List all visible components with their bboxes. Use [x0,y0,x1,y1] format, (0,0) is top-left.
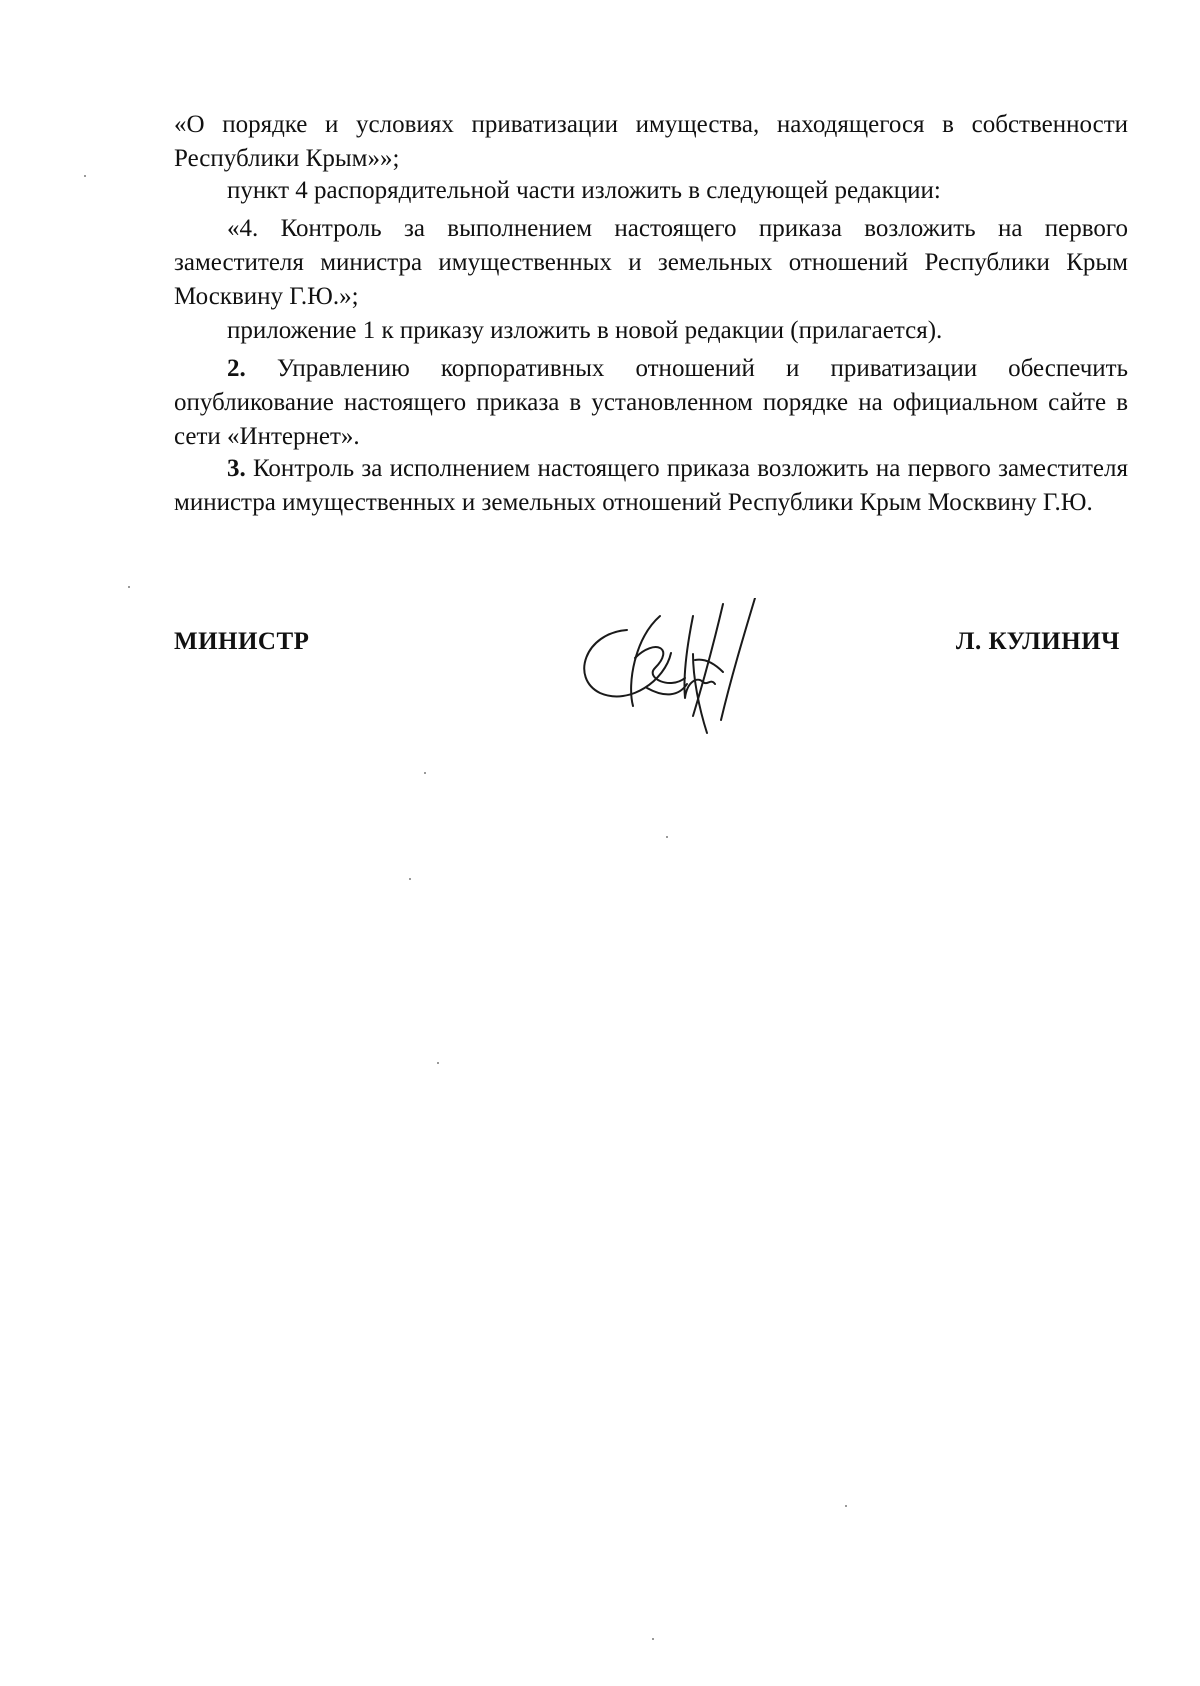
signer-title: МИНИСТР [174,628,310,655]
scan-speck [845,1505,847,1507]
item-2-text: Управлению корпоративных отношений и приватизации обеспечить опубликование настоящего приказа в установленном порядке на официальном сайте в сети «Интернет». [174,355,1128,450]
paragraph-item-3 [174,452,1128,520]
scan-speck [84,175,86,177]
handwritten-signature [575,598,835,738]
paragraph-point-4: пункт 4 распорядительной части изложить в следующей редакции: [227,177,941,204]
paragraph-new-point-4: «4. Контроль за выполнением настоящего приказа возложить на первого заместителя министра имущественных и земельных отношений Республики Крым Москвину Г.Ю.»; [174,215,1128,310]
scan-speck [652,1638,654,1640]
paragraph-appendix: приложение 1 к приказу изложить в новой редакции (прилагается). [227,317,943,344]
paragraph-law-title: «О порядке и условиях приватизации имущества, находящегося в собственности Республики Крым»»; [174,111,1128,172]
scan-speck [666,836,668,838]
scan-speck [409,878,411,880]
item-2-number: 2. [227,355,246,382]
item-3-number: 3. [227,455,246,482]
signer-name: Л. КУЛИНИЧ [955,628,1120,655]
paragraph-item-2 [174,352,1128,454]
scan-speck [424,772,426,774]
scan-speck [128,586,130,588]
item-3-text: Контроль за исполнением настоящего приказа возложить на первого заместителя министра имущественных и земельных отношений Республики Крым Москвину Г.Ю. [174,455,1128,516]
scan-speck [437,1062,439,1064]
